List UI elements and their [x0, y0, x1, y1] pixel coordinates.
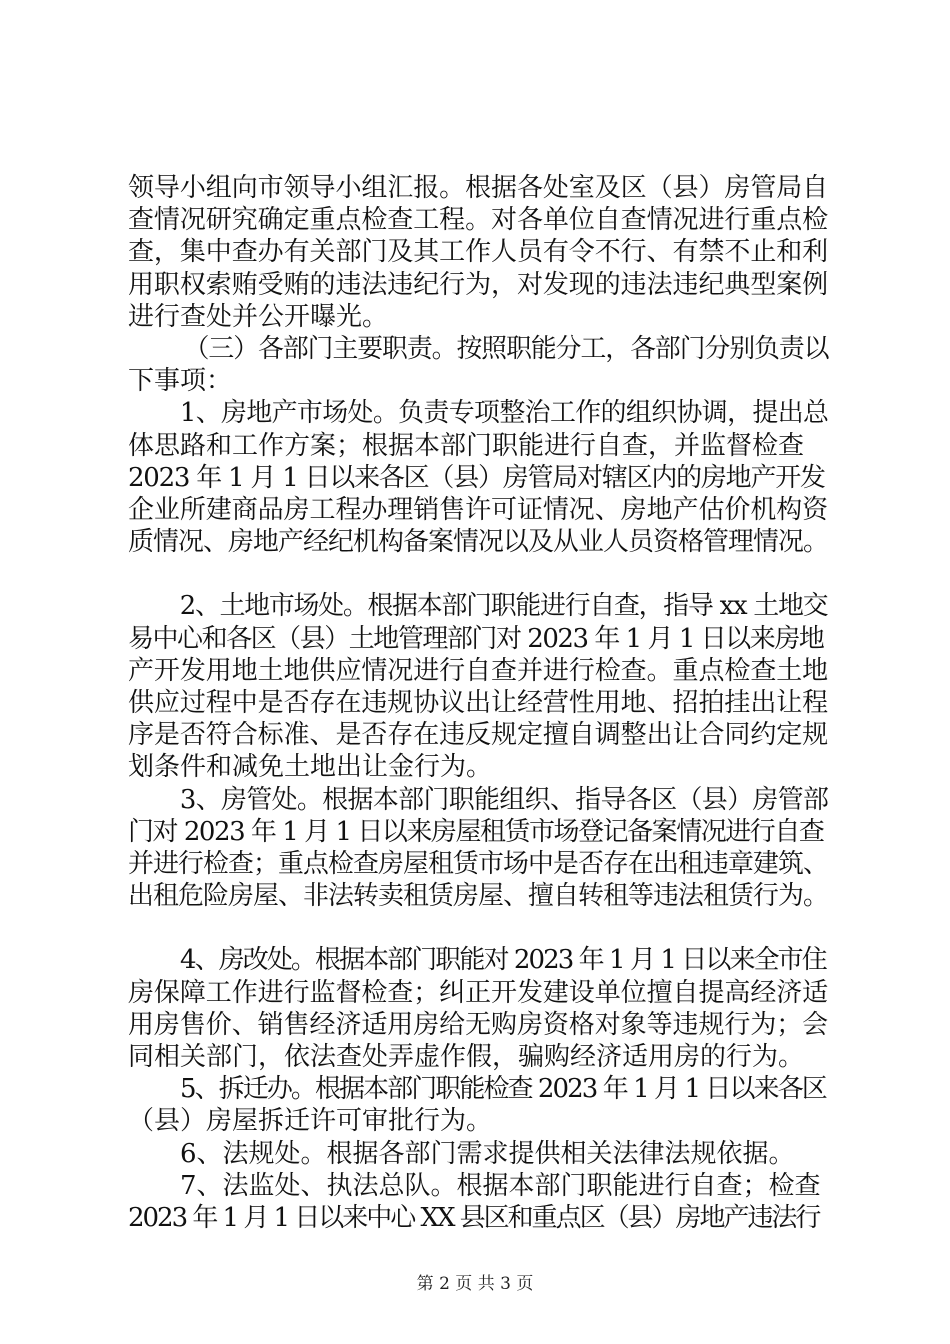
- text-line: 2、土地市场处。根据本部门职能进行自查，指导 xx 土地交: [179, 591, 828, 622]
- text-line: 2023 年 1 月 1 日以来各区（县）房管局对辖区内的房地产开发: [128, 462, 825, 493]
- document-body: [128, 172, 828, 1234]
- text-line: 2023 年 1 月 1 日以来中心 XX 县区和重点区（县）房地产违法行: [128, 1203, 820, 1234]
- text-line: 并进行检查；重点检查房屋租赁市场中是否存在出租违章建筑、: [128, 849, 829, 880]
- page-footer: 第 2 页 共 3 页: [416, 1274, 534, 1294]
- text-line: 划条件和减免土地出让金行为。: [128, 752, 493, 783]
- text-line: 下事项：: [128, 366, 233, 397]
- text-line: 门对 2023 年 1 月 1 日以来房屋租赁市场登记备案情况进行自查: [128, 816, 824, 847]
- text-line: 6、法规处。根据各部门需求提供相关法律法规依据。: [180, 1138, 795, 1169]
- text-line: 3、房管处。根据本部门职能组织、指导各区（县）房管部: [179, 784, 829, 815]
- text-line: 用职权索贿受贿的违法违纪行为，对发现的违法违纪典型案例: [128, 269, 829, 300]
- text-line: 7、法监处、执法总队。根据本部门职能进行自查；检查: [180, 1170, 821, 1201]
- text-line: 4、房改处。根据本部门职能对 2023 年 1 月 1 日以来全市住: [180, 945, 826, 976]
- text-line: （县）房屋拆迁许可审批行为。: [128, 1106, 493, 1137]
- text-line: 易中心和各区（县）土地管理部门对 2023 年 1 月 1 日以来房地: [128, 623, 824, 654]
- text-line: 企业所建商品房工程办理销售许可证情况、房地产估价机构资: [128, 495, 829, 526]
- text-line: 5、拆迁办。根据本部门职能检查 2023 年 1 月 1 日以来各区: [180, 1074, 826, 1105]
- text-line: 同相关部门，依法查处弄虚作假，骗购经济适用房的行为。: [128, 1042, 805, 1073]
- text-line: 序是否符合标准、是否存在违反规定擅自调整出让合同约定规: [128, 720, 829, 751]
- text-line: 查情况研究确定重点检查工程。对各单位自查情况进行重点检: [128, 205, 829, 236]
- text-line: 产开发用地土地供应情况进行自查并进行检查。重点检查土地: [128, 655, 829, 686]
- section-heading-line: （三）各部门主要职责。按照职能分工，各部门分别负责以: [183, 334, 829, 365]
- text-line: 用房售价、销售经济适用房给无购房资格对象等违规行为；会: [128, 1009, 829, 1040]
- text-line: 领导小组向市领导小组汇报。根据各处室及区（县）房管局自: [128, 173, 829, 203]
- text-line: 出租危险房屋、非法转卖租赁房屋、擅自转租等违法租赁行为。: [128, 881, 829, 912]
- text-line: 进行查处并公开曝光。: [128, 301, 389, 332]
- text-line: 体思路和工作方案；根据本部门职能进行自查，并监督检查: [128, 430, 805, 461]
- text-line: 查，集中查办有关部门及其工作人员有令不行、有禁不止和利: [128, 237, 829, 268]
- text-line: 房保障工作进行监督检查；纠正开发建设单位擅自提高经济适: [128, 977, 829, 1008]
- text-line: 质情况、房地产经纪机构备案情况以及从业人员资格管理情况。: [128, 527, 829, 558]
- text-line: 供应过程中是否存在违规协议出让经营性用地、招拍挂出让程: [128, 688, 829, 719]
- text-line: 1、房地产市场处。负责专项整治工作的组织协调，提出总: [179, 398, 829, 429]
